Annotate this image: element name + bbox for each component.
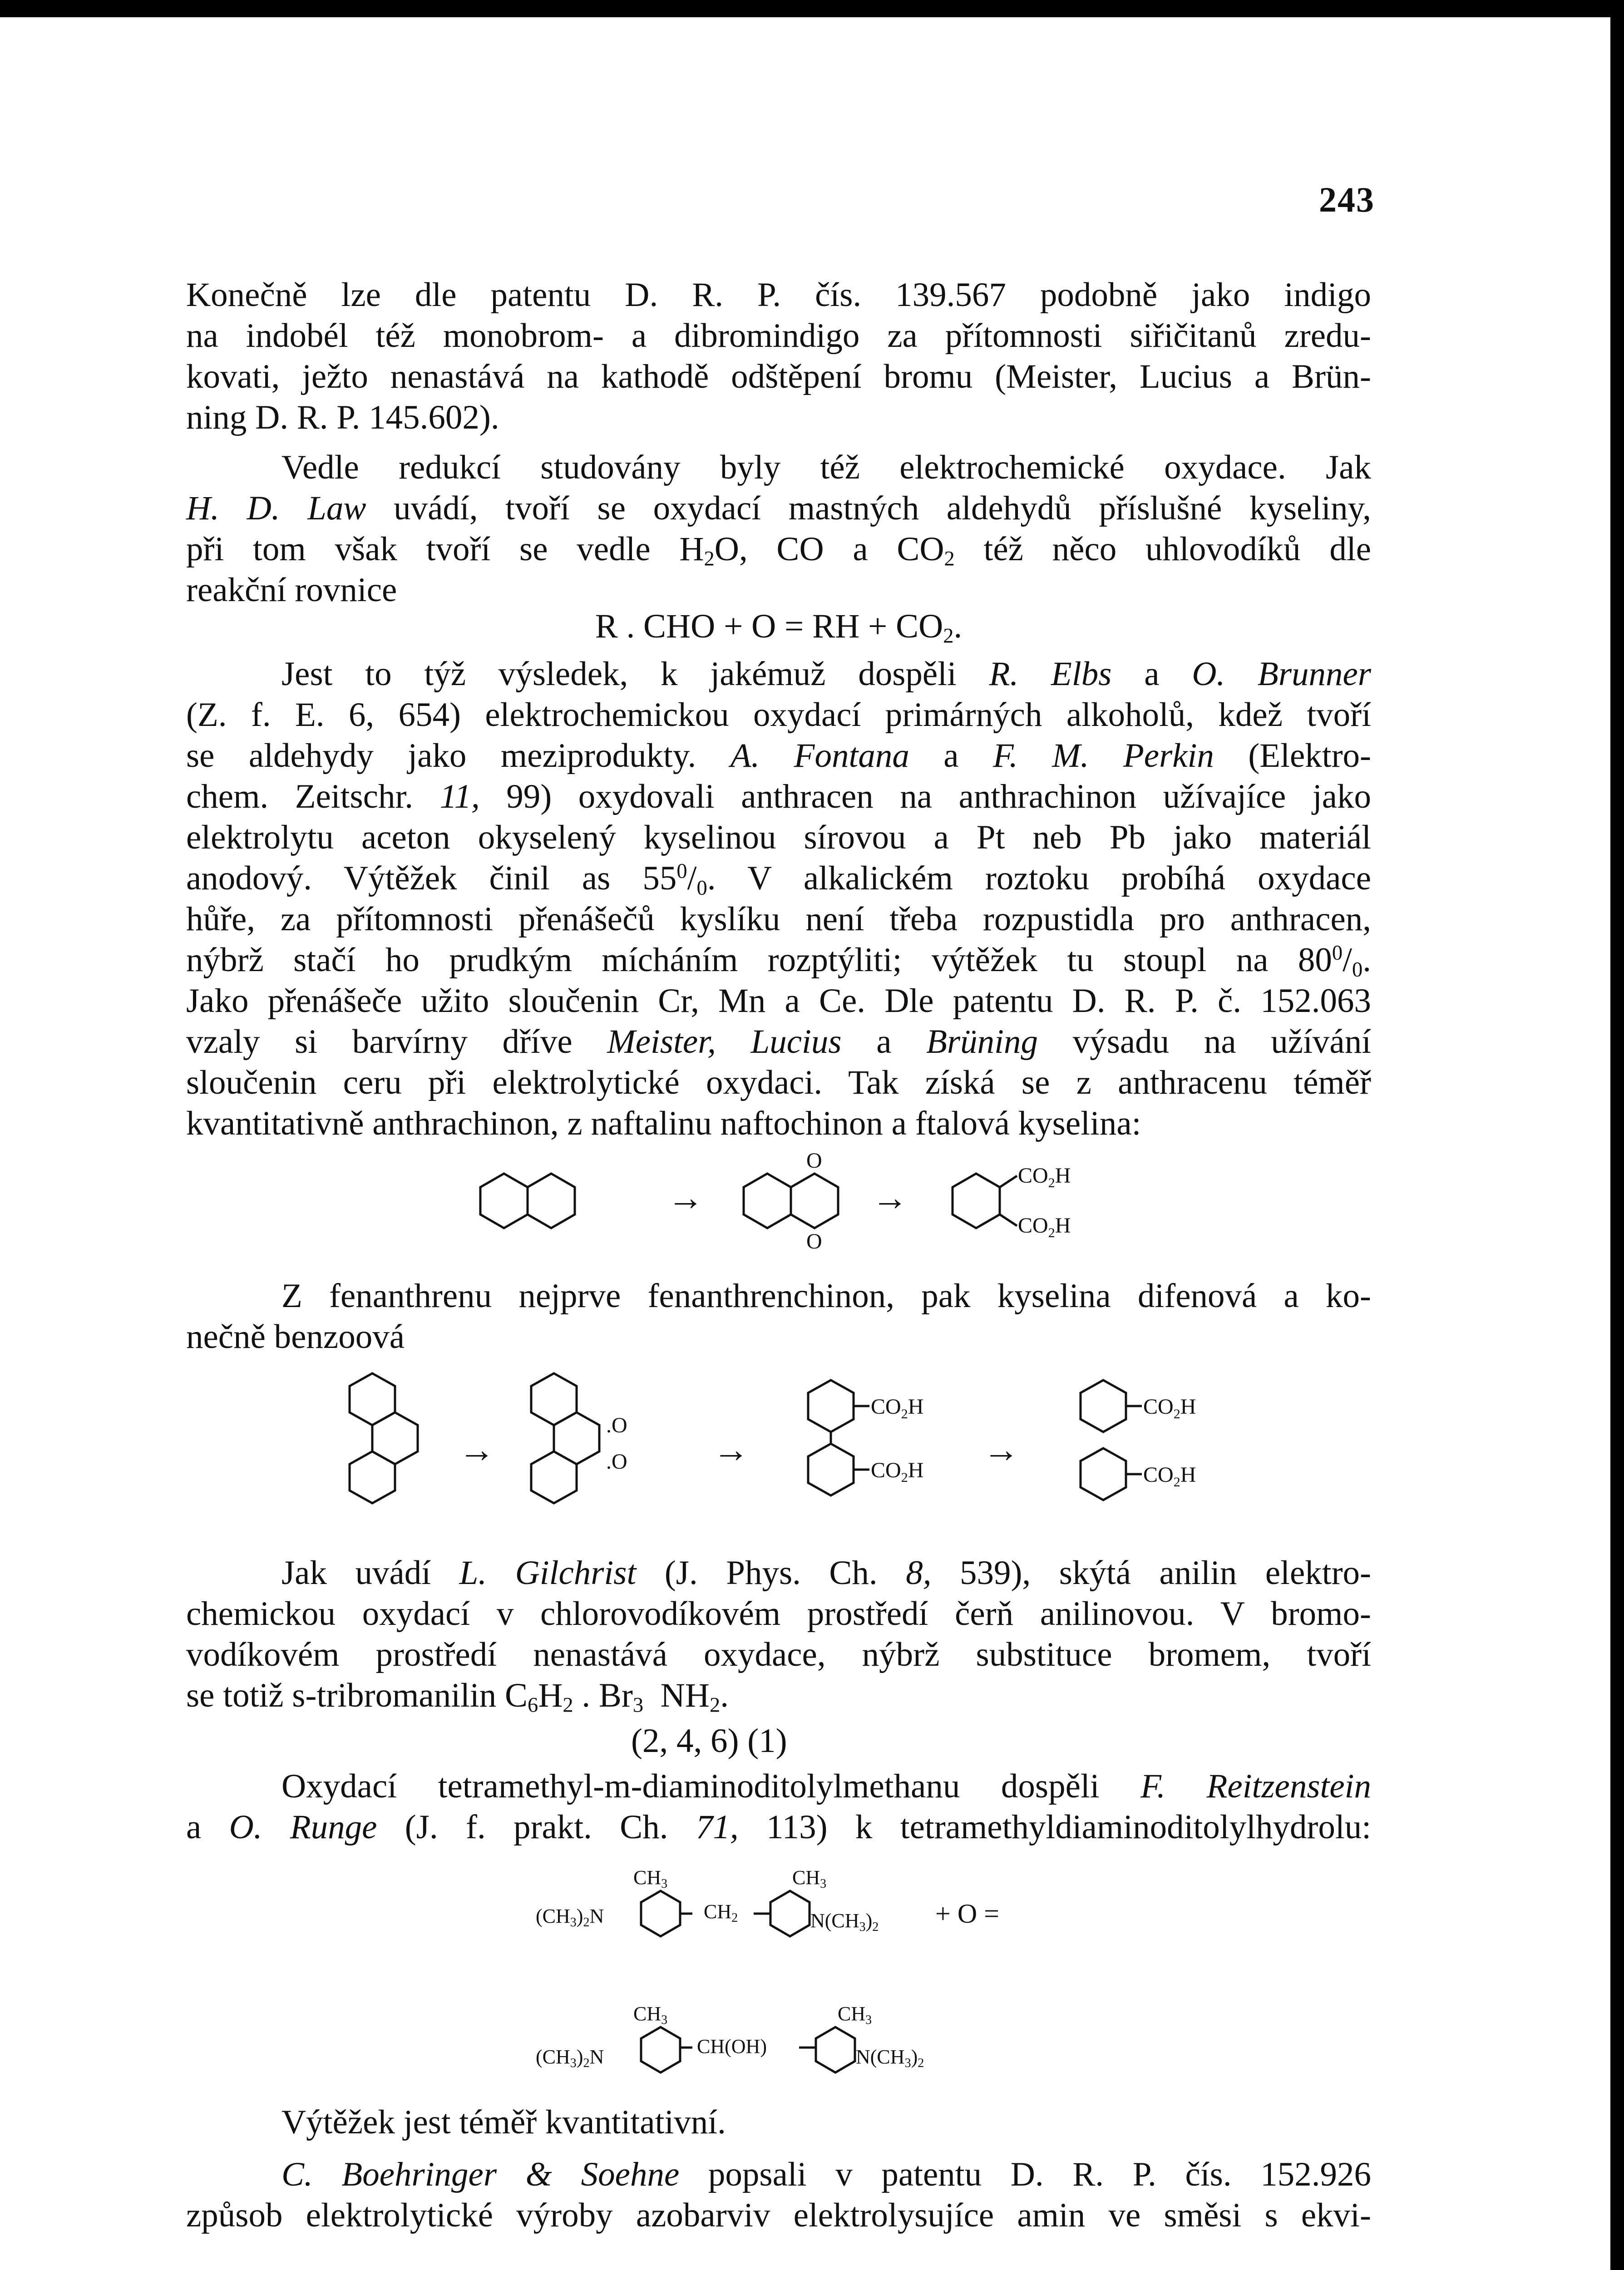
text-line: se totiž s-tribromanilin $C_6H_2$ . $Br_3$ $NH_2$. bbox=[186, 1677, 729, 1717]
text-line: reakční rovnice bbox=[186, 571, 397, 609]
svg-text:CO2H: $CO_2H$ bbox=[1018, 1214, 1071, 1240]
svg-text:CH3: CH3 bbox=[633, 1866, 668, 1891]
text-line: při tom však tvoří se vedle $H_2O$, CO a $CO_2$ též něco uhlovodíků dle bbox=[186, 530, 1372, 571]
text-line: Výtěžek jest téměř kvantitativní. bbox=[281, 2103, 726, 2141]
text-line: kovati, ježto nenastává na kathodě odštěpení bromu (Meister, Lucius a Brün- bbox=[186, 358, 1371, 395]
scan-edge-right bbox=[1610, 0, 1624, 2270]
text-line: kvantitativně anthrachinon, z naftalinu naftochinon a ftalová kyselina: bbox=[186, 1105, 1141, 1142]
svg-text:CH3: CH3 bbox=[838, 2003, 872, 2027]
text-line: chemickou oxydací v chlorovodíkovém prostředí čerň anilinovou. V bromo- bbox=[186, 1595, 1371, 1633]
text-line: Z fenanthrenu nejprve fenanthrenchinon, pak kyselina difenová a ko- bbox=[281, 1277, 1371, 1315]
text-line: Jest to týž výsledek, k jakémuž dospěli R. Elbs a O. Brunner bbox=[281, 655, 1372, 693]
svg-text:CO2H: $CO_2H$ bbox=[1143, 1395, 1196, 1421]
benzoic-acid-structure bbox=[1081, 1380, 1196, 1500]
svg-text:.O: .O bbox=[606, 1413, 627, 1437]
svg-text:CH3: CH3 bbox=[633, 2003, 668, 2027]
author-name: H. D. Law bbox=[186, 489, 366, 527]
text-line: H. D. Law uvádí, tvoří se oxydací mastných aldehydů příslušné kyseliny, bbox=[186, 489, 1372, 527]
phthalic-acid-structure bbox=[953, 1164, 1071, 1240]
text-line: vzaly si barvírny dříve Meister, Lucius a Brüning výsadu na užívání bbox=[186, 1023, 1372, 1061]
text-line: nečně benzoová bbox=[186, 1318, 405, 1356]
svg-text:(CH3)2N: (CH3)2N bbox=[536, 2046, 604, 2070]
svg-text:N(CH3)2: N(CH3)2 bbox=[810, 1910, 879, 1934]
text-line: anodový. Výtěžek činil as $55^0/_0$. V alkalickém roztoku probíhá oxydace bbox=[186, 859, 1372, 900]
page-number: 243 bbox=[1319, 180, 1375, 219]
naphthoquinone-structure bbox=[744, 1149, 838, 1253]
reaction-arrow: → bbox=[872, 1178, 908, 1218]
text-line: vodíkovém prostředí nenastává oxydace, nýbrž substituce bromem, tvoří bbox=[186, 1636, 1371, 1673]
reaction-scheme-phenanthrene bbox=[336, 1357, 1380, 1541]
author-name: R. Elbs bbox=[989, 655, 1112, 693]
svg-text:CO2H: $CO_2H$ bbox=[1143, 1463, 1196, 1490]
text-line: způsob elektrolytické výroby azobarviv elektrolysujíce amin ve směsi s ekvi- bbox=[186, 2196, 1371, 2234]
reaction-arrow: → bbox=[667, 1178, 704, 1218]
text-line: elektrolytu aceton okyselený kyselinou sírovou a Pt neb Pb jako materiál bbox=[186, 819, 1371, 856]
ditolylhydrol-structure bbox=[536, 2003, 924, 2073]
text-line: Konečně lze dle patentu D. R. P. čís. 139.567 podobně jako indigo bbox=[186, 276, 1371, 314]
author-name: F. Reitzenstein bbox=[1140, 1767, 1371, 1805]
naphthalene-structure bbox=[480, 1174, 575, 1228]
author-name: F. M. Perkin bbox=[993, 737, 1214, 775]
text-line: na indobél též monobrom- a dibromindigo za přítomnosti siřičitanů zredu- bbox=[186, 317, 1371, 355]
phenanthrene-structure bbox=[350, 1373, 418, 1503]
author-name: L. Gilchrist bbox=[459, 1554, 637, 1592]
substituent-positions: (2, 4, 6) (1) bbox=[631, 1722, 787, 1760]
svg-text:O: O bbox=[806, 1229, 822, 1253]
text-line: Oxydací tetramethyl-m-diaminoditolylmethanu dospěli F. Reitzenstein bbox=[281, 1767, 1371, 1805]
ditolylmethane-structure bbox=[536, 1866, 999, 1936]
author-name: C. Boehringer & Soehne bbox=[281, 2156, 680, 2193]
text-line: Vedle redukcí studovány byly též elektrochemické oxydace. Jak bbox=[281, 449, 1371, 486]
svg-text:O: O bbox=[806, 1149, 822, 1173]
svg-text:CH2: CH2 bbox=[704, 1900, 738, 1925]
text-line: chem. Zeitschr. 11, 99) oxydovali anthracen na anthrachinon užívajíce jako bbox=[186, 778, 1371, 815]
scan-edge-top bbox=[0, 0, 1624, 17]
diphenic-acid-structure bbox=[808, 1380, 923, 1495]
text-line: Jako přenášeče užito sloučenin Cr, Mn a Ce. Dle patentu D. R. P. č. 152.063 bbox=[186, 982, 1371, 1020]
author-name: O. Brunner bbox=[1192, 655, 1372, 693]
reaction-scheme-hydrol bbox=[536, 1866, 1398, 2122]
svg-text:CO2H: $CO_2H$ bbox=[871, 1395, 924, 1421]
reaction-arrow: → bbox=[713, 1430, 749, 1470]
text-line: C. Boehringer & Soehne popsali v patentu D. R. P. čís. 152.926 bbox=[281, 2156, 1372, 2193]
text-line: se aldehydy jako meziprodukty. A. Fontana a F. M. Perkin (Elektro- bbox=[186, 737, 1372, 775]
svg-text:(CH3)2N: (CH3)2N bbox=[536, 1905, 604, 1930]
text-line: Jak uvádí L. Gilchrist (J. Phys. Ch. 8, 539), skýtá anilin elektro- bbox=[281, 1554, 1372, 1592]
text-line: nýbrž stačí ho prudkým mícháním rozptýliti; výtěžek tu stoupl na $80^0/_0$. bbox=[186, 941, 1371, 982]
reaction-scheme-naphthalene bbox=[472, 1140, 1244, 1292]
author-name: Meister, bbox=[607, 1023, 716, 1061]
text-line: sloučenin ceru při elektrolytické oxydaci. Tak získá se z anthracenu téměř bbox=[186, 1064, 1371, 1101]
svg-text:+ O =: + O = bbox=[935, 1899, 1000, 1929]
svg-text:.O: .O bbox=[606, 1450, 627, 1474]
reaction-arrow: → bbox=[459, 1430, 495, 1470]
svg-text:N(CH3)2: N(CH3)2 bbox=[856, 2046, 924, 2070]
svg-text:CH3: CH3 bbox=[792, 1866, 827, 1891]
reaction-arrow: → bbox=[983, 1430, 1019, 1470]
author-name: Brüning bbox=[926, 1023, 1038, 1061]
text-line: ning D. R. P. 145.602). bbox=[186, 399, 499, 436]
author-name: A. Fontana bbox=[730, 737, 909, 775]
text-line: a O. Runge (J. f. prakt. Ch. 71, 113) k tetramethyldiaminoditolylhydrolu: bbox=[186, 1808, 1372, 1846]
svg-text:CH(OH): CH(OH) bbox=[697, 2035, 767, 2058]
reaction-equation: R . CHO + O = RH + $CO_2$. bbox=[595, 607, 963, 648]
author-name: O. Runge bbox=[229, 1808, 377, 1846]
text-line: hůře, za přítomnosti přenášečů kyslíku není třeba rozpustidla pro anthracen, bbox=[186, 900, 1371, 938]
text-line: (Z. f. E. 6, 654) elektrochemickou oxydací primárných alkoholů, kdež tvoří bbox=[186, 696, 1371, 734]
phenanthrenequinone-structure bbox=[531, 1373, 627, 1503]
author-name: Lucius bbox=[750, 1023, 842, 1061]
svg-text:CO2H: $CO_2H$ bbox=[871, 1458, 924, 1485]
svg-text:CO2H: $CO_2H$ bbox=[1018, 1164, 1071, 1190]
